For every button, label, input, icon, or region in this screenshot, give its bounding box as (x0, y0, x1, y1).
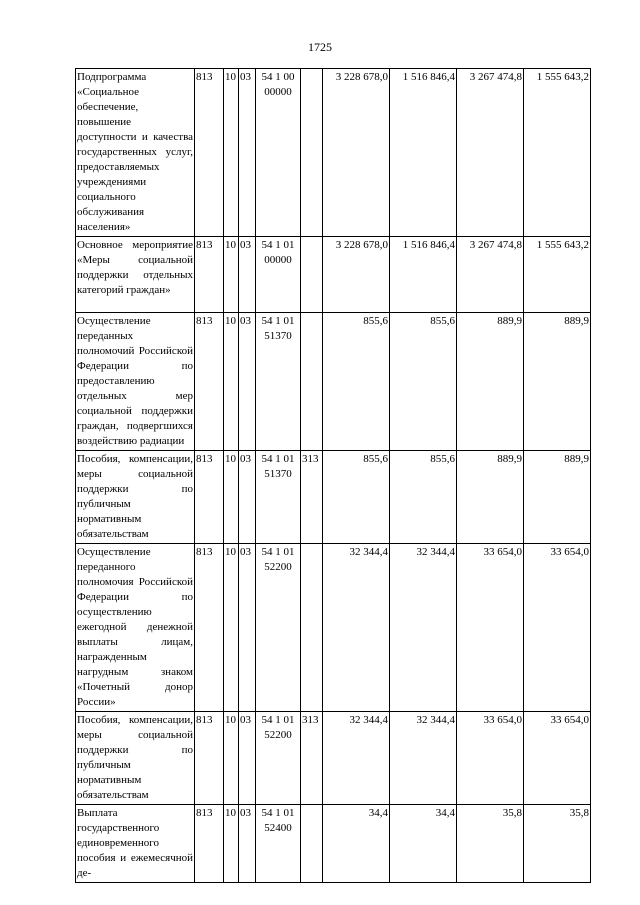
row-value-1: 3 228 678,0 (323, 237, 390, 313)
row-value-3: 3 267 474,8 (457, 69, 524, 237)
row-grbs: 813 (195, 544, 224, 712)
row-csr: 54 1 01 51370 (256, 451, 301, 544)
table-row (76, 69, 591, 237)
row-name: Основное мероприятие «Меры социальной поддержки отдельных категорий граждан» (76, 237, 195, 313)
row-rz: 10 (224, 69, 239, 237)
row-pr: 03 (239, 237, 256, 313)
row-value-2: 1 516 846,4 (390, 237, 457, 313)
row-value-2: 1 516 846,4 (390, 69, 457, 237)
row-value-3: 889,9 (457, 451, 524, 544)
row-pr: 03 (239, 451, 256, 544)
row-value-2: 32 344,4 (390, 544, 457, 712)
row-vr: 313 (301, 451, 323, 544)
row-value-3: 35,8 (457, 805, 524, 883)
row-rz: 10 (224, 544, 239, 712)
row-grbs: 813 (195, 237, 224, 313)
row-vr (301, 313, 323, 451)
row-pr: 03 (239, 69, 256, 237)
table-row (76, 805, 591, 883)
row-value-4: 1 555 643,2 (524, 69, 591, 237)
row-csr: 54 1 01 52400 (256, 805, 301, 883)
row-vr (301, 805, 323, 883)
row-grbs: 813 (195, 313, 224, 451)
row-vr (301, 237, 323, 313)
row-name: Подпрограмма «Социальное обеспечение, повышение доступности и качества государственных услуг, предоставляемых учреждениями социального обслуживания населения» (76, 69, 195, 237)
row-name: Осуществление переданного полномочия Российской Федерации по осуществлению ежегодной денежной выплаты лицам, награжденным нагрудным знаком «Почетный донор России» (76, 544, 195, 712)
table-row (76, 712, 591, 805)
row-value-4: 33 654,0 (524, 544, 591, 712)
row-pr: 03 (239, 712, 256, 805)
row-value-1: 3 228 678,0 (323, 69, 390, 237)
row-rz: 10 (224, 451, 239, 544)
row-csr: 54 1 01 52200 (256, 712, 301, 805)
row-name: Выплата государственного единовременного пособия и ежемесячной де- (76, 805, 195, 883)
row-csr: 54 1 01 52200 (256, 544, 301, 712)
budget-table-body (76, 69, 591, 883)
row-value-1: 855,6 (323, 313, 390, 451)
table-row (76, 451, 591, 544)
row-csr: 54 1 01 00000 (256, 237, 301, 313)
row-value-3: 33 654,0 (457, 544, 524, 712)
table-row (76, 313, 591, 451)
row-value-2: 32 344,4 (390, 712, 457, 805)
row-value-4: 33 654,0 (524, 712, 591, 805)
row-value-4: 889,9 (524, 313, 591, 451)
table-row (76, 544, 591, 712)
row-vr: 313 (301, 712, 323, 805)
row-value-2: 855,6 (390, 451, 457, 544)
row-grbs: 813 (195, 712, 224, 805)
row-rz: 10 (224, 237, 239, 313)
row-rz: 10 (224, 805, 239, 883)
row-value-2: 34,4 (390, 805, 457, 883)
row-csr: 54 1 00 00000 (256, 69, 301, 237)
row-name: Пособия, компенсации, меры социальной поддержки по публичным нормативным обязательствам (76, 451, 195, 544)
row-value-2: 855,6 (390, 313, 457, 451)
row-value-1: 32 344,4 (323, 544, 390, 712)
row-value-1: 32 344,4 (323, 712, 390, 805)
row-value-1: 855,6 (323, 451, 390, 544)
row-name: Пособия, компенсации, меры социальной поддержки по публичным нормативным обязательствам (76, 712, 195, 805)
row-pr: 03 (239, 544, 256, 712)
row-pr: 03 (239, 313, 256, 451)
row-vr (301, 69, 323, 237)
row-value-4: 1 555 643,2 (524, 237, 591, 313)
row-value-3: 3 267 474,8 (457, 237, 524, 313)
row-value-3: 33 654,0 (457, 712, 524, 805)
row-value-3: 889,9 (457, 313, 524, 451)
row-grbs: 813 (195, 451, 224, 544)
page-number: 1725 (308, 40, 332, 54)
row-value-4: 35,8 (524, 805, 591, 883)
row-rz: 10 (224, 313, 239, 451)
row-value-4: 889,9 (524, 451, 591, 544)
row-name: Осуществление переданных полномочий Российской Федерации по предоставлению отдельных мер социальной поддержки граждан, подвергшихся воздействию радиации (76, 313, 195, 451)
row-grbs: 813 (195, 69, 224, 237)
row-grbs: 813 (195, 805, 224, 883)
row-pr: 03 (239, 805, 256, 883)
table-row (76, 237, 591, 313)
row-vr (301, 544, 323, 712)
row-value-1: 34,4 (323, 805, 390, 883)
budget-table (75, 68, 591, 883)
row-csr: 54 1 01 51370 (256, 313, 301, 451)
row-rz: 10 (224, 712, 239, 805)
